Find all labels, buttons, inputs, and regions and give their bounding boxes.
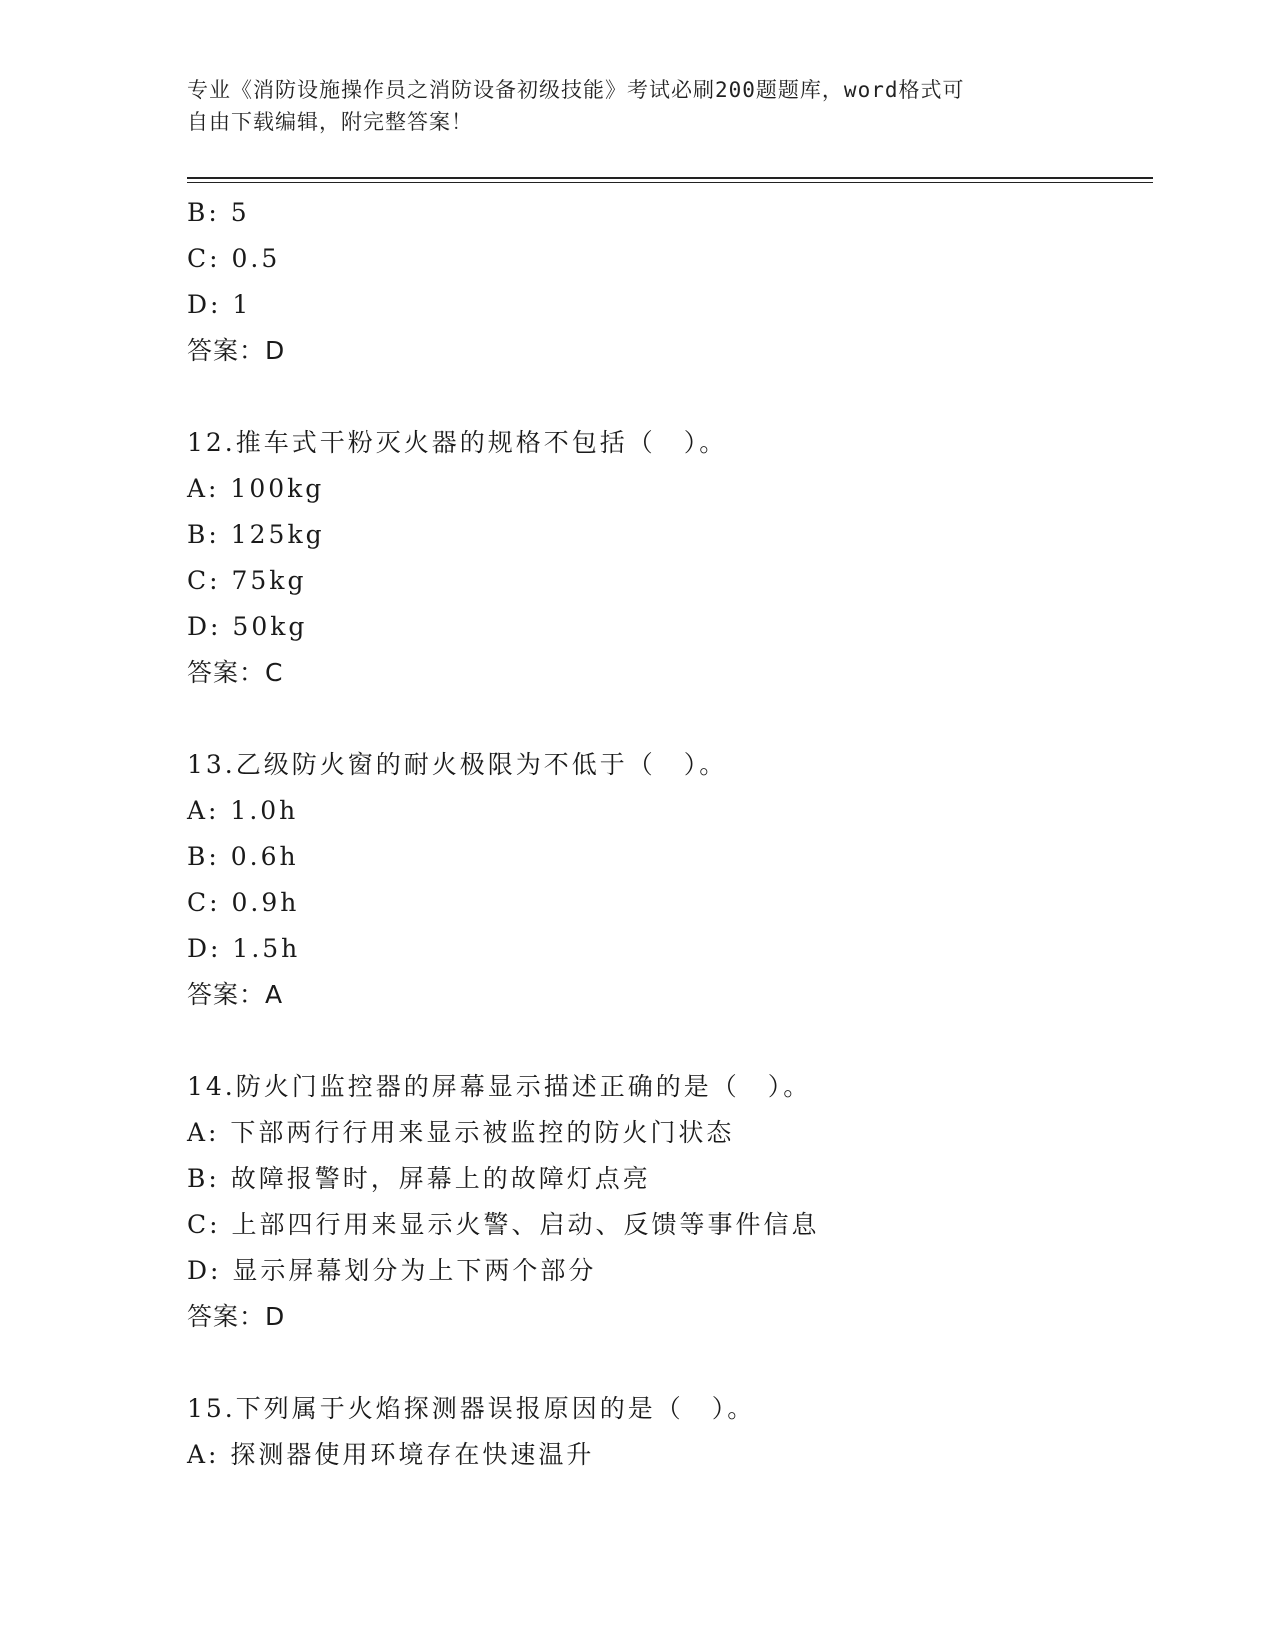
option-line: D: 1.5h (187, 934, 301, 963)
header-line-2: 自由下载编辑，附完整答案！ (187, 110, 473, 134)
option-line: A: 探测器使用环境存在快速温升 (187, 1440, 595, 1469)
option-line: C: 75kg (187, 566, 307, 595)
option-line: D: 1 (187, 290, 252, 319)
answer-line: 答案：A (187, 980, 284, 1009)
answer-line: 答案：D (187, 1302, 286, 1331)
spacer (187, 1340, 1147, 1386)
option-line: D: 显示屏幕划分为上下两个部分 (187, 1256, 597, 1285)
option-line: D: 50kg (187, 612, 308, 641)
question-stem: 12.推车式干粉灭火器的规格不包括（ ）。 (187, 428, 728, 457)
spacer (187, 1018, 1147, 1064)
document-header (187, 74, 1087, 138)
question-stem: 15.下列属于火焰探测器误报原因的是（ ）。 (187, 1394, 756, 1423)
header-rule-thick (187, 177, 1153, 179)
option-line: C: 上部四行用来显示火警、启动、反馈等事件信息 (187, 1210, 820, 1239)
answer-line: 答案：D (187, 336, 286, 365)
header-line-1: 专业《消防设施操作员之消防设备初级技能》考试必刷200题题库，word格式可 (187, 78, 965, 102)
header-rule-thin (187, 182, 1153, 183)
option-line: B: 0.6h (187, 842, 299, 871)
option-line: A: 1.0h (187, 796, 299, 825)
option-line: C: 0.9h (187, 888, 300, 917)
spacer (187, 374, 1147, 420)
question-stem: 14.防火门监控器的屏幕显示描述正确的是（ ）。 (187, 1072, 812, 1101)
option-line: B: 故障报警时，屏幕上的故障灯点亮 (187, 1164, 651, 1193)
option-line: C: 0.5 (187, 244, 281, 273)
answer-line: 答案：C (187, 658, 284, 687)
spacer (187, 696, 1147, 742)
option-line: B: 125kg (187, 520, 325, 549)
option-line: A: 100kg (187, 474, 325, 503)
question-list (187, 190, 1147, 1478)
option-line: B: 5 (187, 198, 250, 227)
question-stem: 13.乙级防火窗的耐火极限为不低于（ ）。 (187, 750, 728, 779)
option-line: A: 下部两行行用来显示被监控的防火门状态 (187, 1118, 735, 1147)
